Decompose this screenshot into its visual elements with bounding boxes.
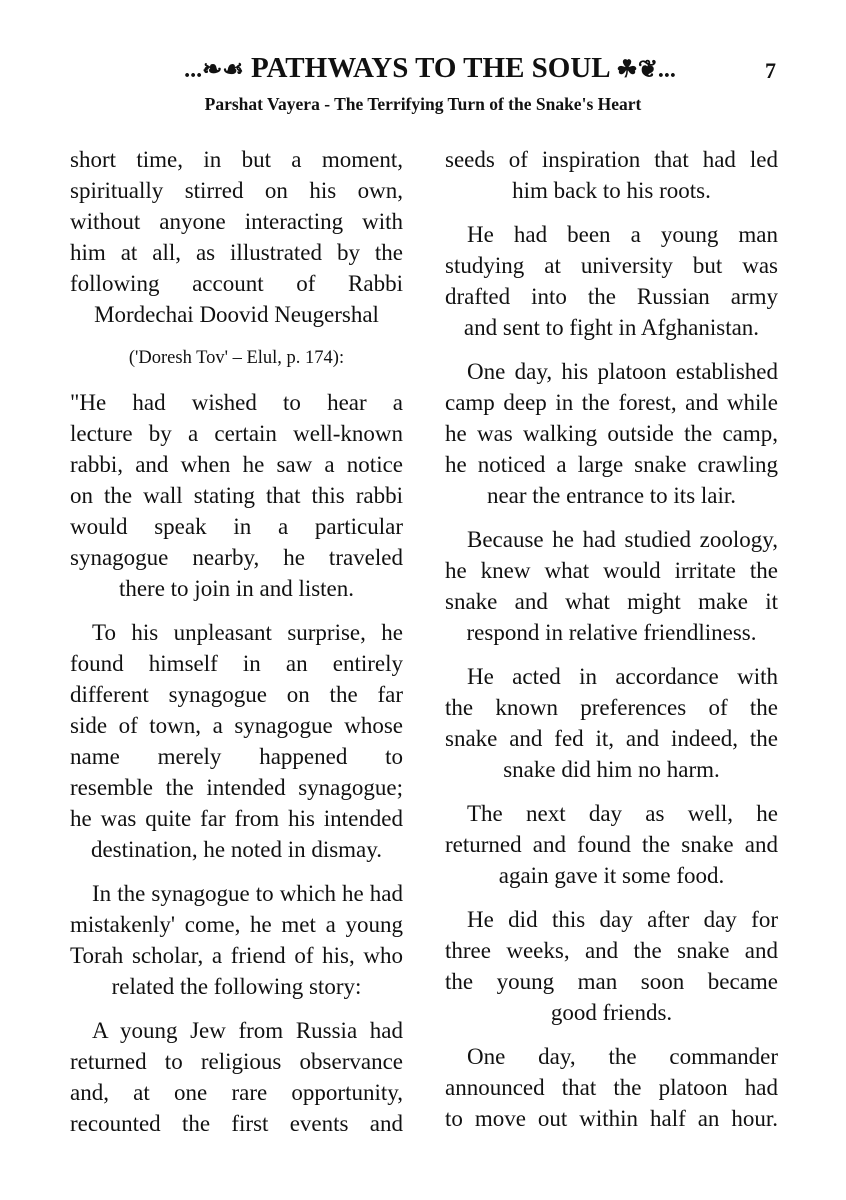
text-line: snake did him no harm. [503, 757, 720, 782]
text-line: different synagogue on the far [70, 682, 403, 707]
text-line: him at all, as illustrated by the [70, 240, 403, 265]
paragraph [445, 524, 778, 648]
text-line: ('Doresh Tov' – Elul, p. 174): [128, 348, 345, 368]
book-title: PATHWAYS TO THE SOUL [250, 52, 610, 84]
text-line: synagogue nearby, he traveled [70, 545, 403, 570]
text-line: respond in relative friendliness. [466, 620, 757, 645]
text-line: lecture by a certain well-known [70, 421, 403, 446]
text-line: resemble the intended synagogue; [70, 775, 403, 800]
paragraph [70, 878, 403, 1002]
text-line: snake and fed it, and indeed, the [445, 726, 778, 751]
text-line: he was quite far from his intended [70, 806, 403, 831]
text-line: spiritually stirred on his own, [70, 178, 403, 203]
text-line: "He had wished to hear a [70, 390, 403, 415]
text-line: without anyone interacting with [70, 209, 403, 234]
text-line: and sent to fight in Afghanistan. [463, 315, 760, 340]
text-line: would speak in a particular [70, 514, 403, 539]
paragraph [70, 1015, 403, 1139]
page-number: 7 [765, 58, 776, 83]
text-line: the known preferences of the [445, 695, 778, 720]
paragraph [445, 356, 778, 511]
text-line: three weeks, and the snake and [445, 938, 778, 963]
text-line: he knew what would irritate the [445, 558, 778, 583]
text-line: He had been a young man [467, 222, 778, 247]
text-line: found himself in an entirely [70, 651, 403, 676]
text-line: the young man soon became [445, 969, 778, 994]
text-line: he noticed a large snake crawling [445, 452, 778, 477]
text-line: destination, he noted in dismay. [90, 837, 383, 862]
text-line: He acted in accordance with [467, 664, 778, 689]
text-line: mistakenly' come, he met a young [70, 912, 403, 937]
text-line: on the wall stating that this rabbi [70, 483, 403, 508]
paragraph [445, 144, 778, 206]
text-line: related the following story: [111, 974, 362, 999]
text-line: recounted the first events and [70, 1111, 403, 1136]
text-line: A young Jew from Russia had [92, 1018, 403, 1043]
text-line: name merely happened to [70, 744, 403, 769]
chapter-subtitle: Parshat Vayera - The Terrifying Turn of the Snake's Heart [204, 94, 642, 114]
text-line: In the synagogue to which he had [92, 881, 403, 906]
text-line: side of town, a synagogue whose [70, 713, 403, 738]
ornament-left-icon: ...❧☙ [184, 57, 244, 83]
text-line: One day, his platoon established [467, 359, 778, 384]
text-line: him back to his roots. [512, 178, 711, 203]
text-line: returned to religious observance [70, 1049, 403, 1074]
text-line: he was walking outside the camp, [445, 421, 778, 446]
text-line: rabbi, and when he saw a notice [70, 452, 403, 477]
paragraph [70, 144, 403, 330]
text-line: again gave it some food. [498, 863, 725, 888]
right-column [445, 144, 778, 1147]
text-line: Because he had studied zoology, [467, 527, 778, 552]
paragraph [445, 1041, 778, 1134]
text-line: drafted into the Russian army [445, 284, 778, 309]
paragraph [70, 387, 403, 604]
text-line: One day, the commander [467, 1044, 778, 1069]
text-line: Torah scholar, a friend of his, who [70, 943, 403, 968]
paragraph [445, 798, 778, 891]
text-line: camp deep in the forest, and while [445, 390, 778, 415]
text-line: to move out within half an hour. [445, 1106, 778, 1131]
ornament-right-icon: ☘❦... [616, 57, 676, 83]
text-line: studying at university but was [445, 253, 778, 278]
text-line: near the entrance to its lair. [486, 483, 737, 508]
paragraph [445, 661, 778, 785]
text-line: and, at one rare opportunity, [70, 1080, 403, 1105]
text-line: following account of Rabbi [70, 271, 403, 296]
text-line: To his unpleasant surprise, he [92, 620, 403, 645]
text-line: Mordechai Doovid Neugershal [94, 302, 379, 327]
text-line: He did this day after day for [467, 907, 778, 932]
running-title [130, 52, 730, 85]
text-line: The next day as well, he [467, 801, 778, 826]
text-line: announced that the platoon had [445, 1075, 778, 1100]
paragraph [70, 617, 403, 865]
text-line: there to join in and listen. [118, 576, 355, 601]
paragraph [445, 904, 778, 1028]
text-line: returned and found the snake and [445, 832, 778, 857]
paragraph [70, 343, 403, 374]
text-line: seeds of inspiration that had led [445, 147, 778, 172]
text-line: good friends. [550, 1000, 673, 1025]
text-line: short time, in but a moment, [70, 147, 403, 172]
text-line: snake and what might make it [445, 589, 778, 614]
paragraph [445, 219, 778, 343]
left-column [70, 144, 403, 1152]
